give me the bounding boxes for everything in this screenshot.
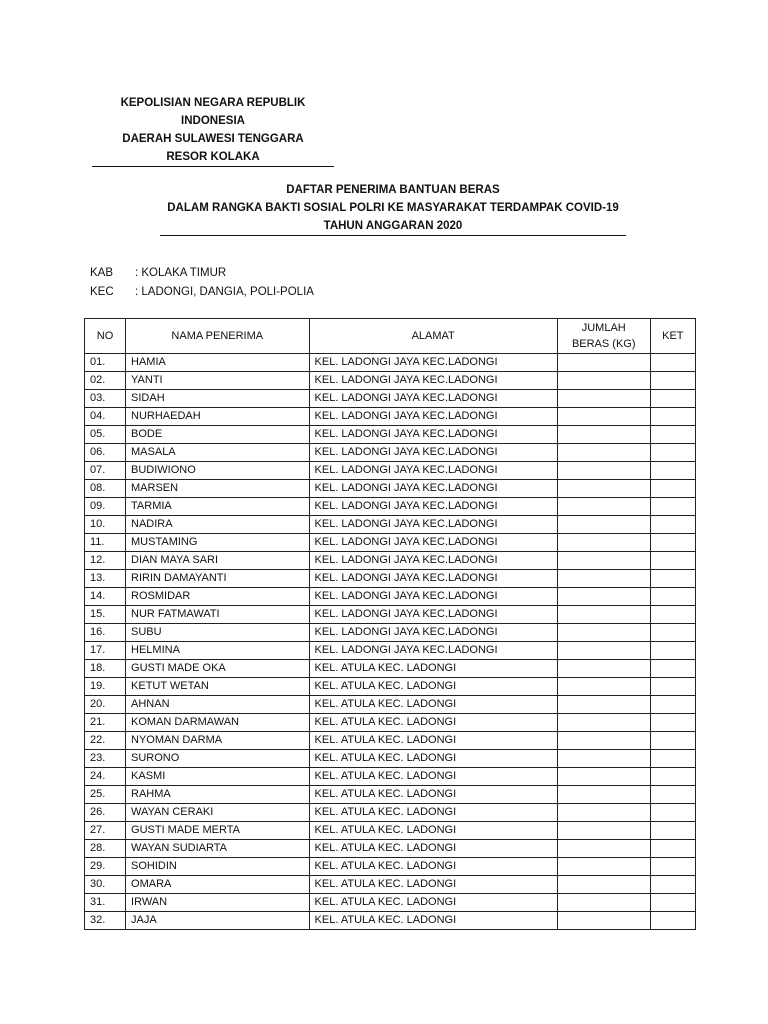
cell-no: 19. bbox=[85, 678, 126, 696]
cell-name: SIDAH bbox=[126, 390, 310, 408]
cell-ket bbox=[650, 372, 695, 390]
header-name: NAMA PENERIMA bbox=[126, 319, 310, 354]
cell-name: TARMIA bbox=[126, 498, 310, 516]
cell-name: GUSTI MADE MERTA bbox=[126, 822, 310, 840]
cell-no: 31. bbox=[85, 894, 126, 912]
cell-no: 02. bbox=[85, 372, 126, 390]
cell-qty bbox=[557, 912, 650, 930]
header-qty-line-2: BERAS (KG) bbox=[571, 338, 636, 350]
cell-qty bbox=[557, 534, 650, 552]
cell-no: 06. bbox=[85, 444, 126, 462]
table-row bbox=[85, 822, 696, 840]
cell-name: NYOMAN DARMA bbox=[126, 732, 310, 750]
title-line-2: DALAM RANGKA BAKTI SOSIAL POLRI KE MASYARAKAT TERDAMPAK COVID-19 bbox=[167, 202, 619, 214]
cell-ket bbox=[650, 354, 695, 372]
header-qty bbox=[557, 319, 650, 354]
table-row bbox=[85, 462, 696, 480]
cell-qty bbox=[557, 804, 650, 822]
cell-ket bbox=[650, 876, 695, 894]
cell-address: KEL. LADONGI JAYA KEC.LADONGI bbox=[309, 606, 557, 624]
cell-qty bbox=[557, 354, 650, 372]
cell-ket bbox=[650, 408, 695, 426]
table-row bbox=[85, 624, 696, 642]
org-line-1: KEPOLISIAN NEGARA REPUBLIK INDONESIA bbox=[120, 97, 306, 127]
cell-address: KEL. LADONGI JAYA KEC.LADONGI bbox=[309, 570, 557, 588]
cell-no: 21. bbox=[85, 714, 126, 732]
cell-address: KEL. LADONGI JAYA KEC.LADONGI bbox=[309, 642, 557, 660]
cell-no: 08. bbox=[85, 480, 126, 498]
cell-address: KEL. ATULA KEC. LADONGI bbox=[309, 894, 557, 912]
table-row bbox=[85, 426, 696, 444]
kab-value: : KOLAKA TIMUR bbox=[135, 267, 227, 279]
cell-name: IRWAN bbox=[126, 894, 310, 912]
cell-ket bbox=[650, 732, 695, 750]
cell-address: KEL. ATULA KEC. LADONGI bbox=[309, 822, 557, 840]
cell-address: KEL. LADONGI JAYA KEC.LADONGI bbox=[309, 552, 557, 570]
cell-qty bbox=[557, 498, 650, 516]
cell-name: YANTI bbox=[126, 372, 310, 390]
cell-address: KEL. LADONGI JAYA KEC.LADONGI bbox=[309, 534, 557, 552]
cell-address: KEL. LADONGI JAYA KEC.LADONGI bbox=[309, 444, 557, 462]
cell-ket bbox=[650, 660, 695, 678]
table-row bbox=[85, 714, 696, 732]
cell-qty bbox=[557, 642, 650, 660]
table-row bbox=[85, 570, 696, 588]
cell-ket bbox=[650, 696, 695, 714]
table-row bbox=[85, 894, 696, 912]
cell-qty bbox=[557, 768, 650, 786]
recipients-table bbox=[84, 318, 696, 930]
cell-qty bbox=[557, 552, 650, 570]
organization-header bbox=[88, 94, 338, 167]
cell-name: KETUT WETAN bbox=[126, 678, 310, 696]
cell-no: 30. bbox=[85, 876, 126, 894]
cell-qty bbox=[557, 390, 650, 408]
cell-address: KEL. ATULA KEC. LADONGI bbox=[309, 714, 557, 732]
cell-qty bbox=[557, 462, 650, 480]
cell-name: NUR FATMAWATI bbox=[126, 606, 310, 624]
header-ket: KET bbox=[650, 319, 695, 354]
title-line-3: TAHUN ANGGARAN 2020 bbox=[160, 217, 626, 236]
cell-name: SUBU bbox=[126, 624, 310, 642]
cell-no: 05. bbox=[85, 426, 126, 444]
cell-qty bbox=[557, 372, 650, 390]
org-line-2: DAERAH SULAWESI TENGGARA bbox=[122, 133, 304, 145]
cell-qty bbox=[557, 876, 650, 894]
cell-qty bbox=[557, 588, 650, 606]
cell-address: KEL. LADONGI JAYA KEC.LADONGI bbox=[309, 516, 557, 534]
cell-ket bbox=[650, 858, 695, 876]
kec-label: KEC bbox=[90, 286, 114, 298]
cell-ket bbox=[650, 552, 695, 570]
cell-qty bbox=[557, 444, 650, 462]
cell-qty bbox=[557, 822, 650, 840]
cell-no: 27. bbox=[85, 822, 126, 840]
cell-no: 01. bbox=[85, 354, 126, 372]
cell-address: KEL. ATULA KEC. LADONGI bbox=[309, 912, 557, 930]
cell-ket bbox=[650, 462, 695, 480]
kec-value: : LADONGI, DANGIA, POLI-POLIA bbox=[135, 286, 314, 298]
cell-no: 16. bbox=[85, 624, 126, 642]
cell-name: MARSEN bbox=[126, 480, 310, 498]
table-header-row bbox=[85, 319, 696, 354]
title-line-1: DAFTAR PENERIMA BANTUAN BERAS bbox=[286, 184, 500, 196]
cell-no: 11. bbox=[85, 534, 126, 552]
table-row bbox=[85, 354, 696, 372]
cell-name: SURONO bbox=[126, 750, 310, 768]
cell-address: KEL. ATULA KEC. LADONGI bbox=[309, 768, 557, 786]
cell-ket bbox=[650, 822, 695, 840]
cell-name: HAMIA bbox=[126, 354, 310, 372]
cell-no: 10. bbox=[85, 516, 126, 534]
table-row bbox=[85, 804, 696, 822]
cell-no: 26. bbox=[85, 804, 126, 822]
cell-ket bbox=[650, 498, 695, 516]
cell-no: 24. bbox=[85, 768, 126, 786]
header-qty-line-1: JUMLAH bbox=[581, 322, 626, 334]
cell-ket bbox=[650, 750, 695, 768]
cell-ket bbox=[650, 768, 695, 786]
table-row bbox=[85, 660, 696, 678]
cell-ket bbox=[650, 534, 695, 552]
cell-address: KEL. ATULA KEC. LADONGI bbox=[309, 660, 557, 678]
cell-address: KEL. LADONGI JAYA KEC.LADONGI bbox=[309, 426, 557, 444]
table-row bbox=[85, 786, 696, 804]
cell-no: 28. bbox=[85, 840, 126, 858]
cell-no: 22. bbox=[85, 732, 126, 750]
kab-label: KAB bbox=[90, 267, 114, 279]
cell-address: KEL. LADONGI JAYA KEC.LADONGI bbox=[309, 372, 557, 390]
cell-name: SOHIDIN bbox=[126, 858, 310, 876]
table-row bbox=[85, 534, 696, 552]
cell-no: 09. bbox=[85, 498, 126, 516]
cell-ket bbox=[650, 390, 695, 408]
cell-ket bbox=[650, 624, 695, 642]
cell-qty bbox=[557, 894, 650, 912]
cell-address: KEL. ATULA KEC. LADONGI bbox=[309, 678, 557, 696]
cell-name: ROSMIDAR bbox=[126, 588, 310, 606]
table-row bbox=[85, 516, 696, 534]
table-row bbox=[85, 876, 696, 894]
cell-address: KEL. LADONGI JAYA KEC.LADONGI bbox=[309, 390, 557, 408]
cell-name: RAHMA bbox=[126, 786, 310, 804]
cell-ket bbox=[650, 678, 695, 696]
cell-name: NURHAEDAH bbox=[126, 408, 310, 426]
cell-qty bbox=[557, 696, 650, 714]
cell-name: NADIRA bbox=[126, 516, 310, 534]
table-body bbox=[85, 354, 696, 930]
org-line-3: RESOR KOLAKA bbox=[92, 148, 334, 167]
cell-address: KEL. ATULA KEC. LADONGI bbox=[309, 696, 557, 714]
cell-ket bbox=[650, 714, 695, 732]
header-address: ALAMAT bbox=[309, 319, 557, 354]
table-row bbox=[85, 858, 696, 876]
kec-row bbox=[90, 283, 314, 302]
cell-qty bbox=[557, 786, 650, 804]
table-row bbox=[85, 372, 696, 390]
cell-qty bbox=[557, 570, 650, 588]
cell-qty bbox=[557, 732, 650, 750]
cell-qty bbox=[557, 678, 650, 696]
cell-name: DIAN MAYA SARI bbox=[126, 552, 310, 570]
cell-no: 12. bbox=[85, 552, 126, 570]
cell-ket bbox=[650, 894, 695, 912]
cell-address: KEL. ATULA KEC. LADONGI bbox=[309, 840, 557, 858]
cell-qty bbox=[557, 840, 650, 858]
cell-qty bbox=[557, 606, 650, 624]
table-row bbox=[85, 444, 696, 462]
cell-address: KEL. ATULA KEC. LADONGI bbox=[309, 732, 557, 750]
table-row bbox=[85, 840, 696, 858]
cell-no: 03. bbox=[85, 390, 126, 408]
cell-qty bbox=[557, 714, 650, 732]
cell-qty bbox=[557, 858, 650, 876]
table-row bbox=[85, 732, 696, 750]
cell-address: KEL. ATULA KEC. LADONGI bbox=[309, 786, 557, 804]
cell-no: 15. bbox=[85, 606, 126, 624]
region-info bbox=[90, 264, 314, 302]
cell-ket bbox=[650, 570, 695, 588]
cell-ket bbox=[650, 840, 695, 858]
kab-row bbox=[90, 264, 314, 283]
cell-qty bbox=[557, 408, 650, 426]
table-row bbox=[85, 588, 696, 606]
cell-name: GUSTI MADE OKA bbox=[126, 660, 310, 678]
cell-ket bbox=[650, 804, 695, 822]
table-row bbox=[85, 912, 696, 930]
table-row bbox=[85, 480, 696, 498]
table-row bbox=[85, 696, 696, 714]
cell-ket bbox=[650, 606, 695, 624]
cell-no: 20. bbox=[85, 696, 126, 714]
document-title bbox=[160, 181, 626, 236]
table-row bbox=[85, 498, 696, 516]
cell-no: 17. bbox=[85, 642, 126, 660]
cell-name: MASALA bbox=[126, 444, 310, 462]
cell-name: JAJA bbox=[126, 912, 310, 930]
cell-name: KASMI bbox=[126, 768, 310, 786]
cell-qty bbox=[557, 660, 650, 678]
cell-address: KEL. ATULA KEC. LADONGI bbox=[309, 750, 557, 768]
cell-name: WAYAN SUDIARTA bbox=[126, 840, 310, 858]
cell-no: 04. bbox=[85, 408, 126, 426]
cell-address: KEL. LADONGI JAYA KEC.LADONGI bbox=[309, 408, 557, 426]
cell-ket bbox=[650, 516, 695, 534]
cell-address: KEL. LADONGI JAYA KEC.LADONGI bbox=[309, 624, 557, 642]
cell-address: KEL. LADONGI JAYA KEC.LADONGI bbox=[309, 588, 557, 606]
cell-name: HELMINA bbox=[126, 642, 310, 660]
cell-no: 07. bbox=[85, 462, 126, 480]
table-row bbox=[85, 606, 696, 624]
cell-name: MUSTAMING bbox=[126, 534, 310, 552]
cell-no: 18. bbox=[85, 660, 126, 678]
cell-name: OMARA bbox=[126, 876, 310, 894]
cell-no: 32. bbox=[85, 912, 126, 930]
cell-no: 25. bbox=[85, 786, 126, 804]
cell-address: KEL. LADONGI JAYA KEC.LADONGI bbox=[309, 498, 557, 516]
cell-address: KEL. ATULA KEC. LADONGI bbox=[309, 804, 557, 822]
cell-qty bbox=[557, 426, 650, 444]
table-row bbox=[85, 678, 696, 696]
cell-no: 23. bbox=[85, 750, 126, 768]
cell-qty bbox=[557, 750, 650, 768]
cell-qty bbox=[557, 624, 650, 642]
cell-address: KEL. ATULA KEC. LADONGI bbox=[309, 858, 557, 876]
cell-ket bbox=[650, 426, 695, 444]
cell-name: BODE bbox=[126, 426, 310, 444]
cell-ket bbox=[650, 912, 695, 930]
cell-name: RIRIN DAMAYANTI bbox=[126, 570, 310, 588]
cell-ket bbox=[650, 588, 695, 606]
cell-no: 14. bbox=[85, 588, 126, 606]
cell-name: BUDIWIONO bbox=[126, 462, 310, 480]
header-no: NO bbox=[85, 319, 126, 354]
cell-address: KEL. LADONGI JAYA KEC.LADONGI bbox=[309, 354, 557, 372]
cell-name: KOMAN DARMAWAN bbox=[126, 714, 310, 732]
table-row bbox=[85, 390, 696, 408]
cell-name: AHNAN bbox=[126, 696, 310, 714]
cell-ket bbox=[650, 642, 695, 660]
table-row bbox=[85, 408, 696, 426]
cell-ket bbox=[650, 786, 695, 804]
cell-qty bbox=[557, 516, 650, 534]
cell-ket bbox=[650, 444, 695, 462]
cell-name: WAYAN CERAKI bbox=[126, 804, 310, 822]
cell-ket bbox=[650, 480, 695, 498]
cell-address: KEL. LADONGI JAYA KEC.LADONGI bbox=[309, 462, 557, 480]
table-row bbox=[85, 552, 696, 570]
table-row bbox=[85, 750, 696, 768]
cell-no: 13. bbox=[85, 570, 126, 588]
cell-address: KEL. ATULA KEC. LADONGI bbox=[309, 876, 557, 894]
cell-no: 29. bbox=[85, 858, 126, 876]
cell-address: KEL. LADONGI JAYA KEC.LADONGI bbox=[309, 480, 557, 498]
table-row bbox=[85, 642, 696, 660]
cell-qty bbox=[557, 480, 650, 498]
table-row bbox=[85, 768, 696, 786]
